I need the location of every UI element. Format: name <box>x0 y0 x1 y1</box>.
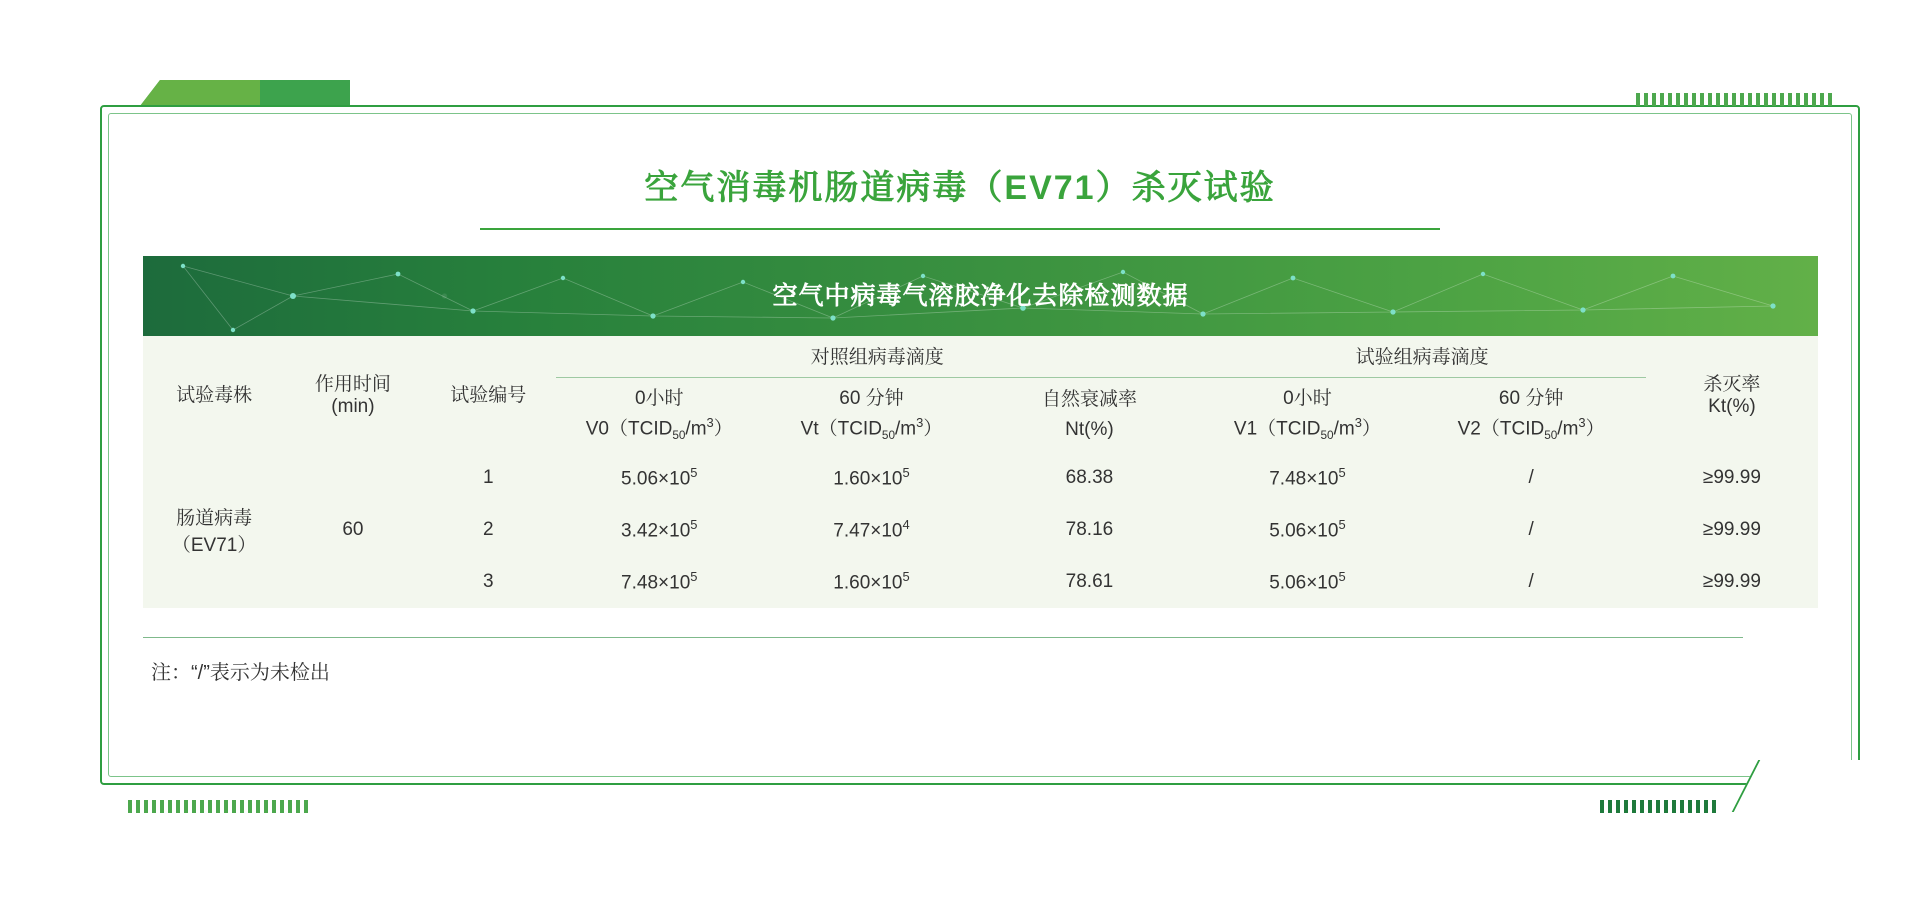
header-control-60min-line1: 60 分钟 <box>839 388 904 409</box>
header-test-no: 试验编号 <box>450 385 527 407</box>
cell-test-no: 1 <box>483 466 494 488</box>
cell-control-60min: $7.47\times 10^4$ <box>833 517 910 542</box>
cell-test-0h: $7.48\times 10^5$ <box>1269 465 1346 490</box>
header-test-60min-line1: 60 分钟 <box>1498 388 1564 409</box>
header-test-60min-line2: $V2(TCID_{50}/m^3)$ <box>1457 415 1605 443</box>
header-duration-line2: (min) <box>331 396 375 418</box>
page-title: 空气消毒机肠道病毒（EV71）杀灭试验 <box>644 169 1276 207</box>
cell-control-60min: $1.60\times 10^5$ <box>833 569 910 594</box>
header-control-60min-line2: $Vt(TCID_{50}/m^3)$ <box>800 415 943 443</box>
cell-kill-rate: ≥99.99 <box>1702 518 1761 540</box>
header-test-0h <box>1198 378 1416 452</box>
cell-control-0h: $7.48\times 10^5$ <box>621 569 698 594</box>
cell-test-no: 3 <box>483 570 494 592</box>
header-control-0h-line1: 0小时 <box>634 388 684 409</box>
cell-test-60min: / <box>1528 570 1534 592</box>
cell-natural-decay: 78.16 <box>1065 518 1114 540</box>
cell-strain-line2: （EV71） <box>171 534 257 556</box>
header-test-60min <box>1416 378 1645 452</box>
header-natural-decay-line2: Nt(%) <box>1065 418 1114 440</box>
header-group-test: 试验组病毒滴度 <box>1198 336 1645 378</box>
cell-control-60min: $1.60\times 10^5$ <box>833 465 910 490</box>
header-duration-line1: 作用时间 <box>314 374 391 396</box>
table-row <box>143 452 1818 504</box>
dashed-decoration-bottom-right <box>1600 800 1720 813</box>
table-note-text: 注：“/”表示为未检出 <box>151 662 330 684</box>
cell-kill-rate: ≥99.99 <box>1702 570 1761 592</box>
section-band <box>143 256 1818 336</box>
cell-test-0h: $5.06\times 10^5$ <box>1269 569 1346 594</box>
cell-natural-decay: 68.38 <box>1065 466 1114 488</box>
corner-tab-decoration-inner <box>140 80 260 106</box>
header-test-0h-line1: 0小时 <box>1283 388 1332 409</box>
cell-control-0h: $5.06\times 10^5$ <box>621 465 698 490</box>
header-test-0h-line2: $V1(TCID_{50}/m^3)$ <box>1233 415 1381 443</box>
data-table-container <box>143 256 1818 608</box>
cell-control-0h: $3.42\times 10^5$ <box>621 517 698 542</box>
cell-strain <box>143 452 285 608</box>
corner-cut-mask <box>1770 782 1865 812</box>
title-underline <box>480 228 1440 230</box>
table-header-row-groups <box>143 336 1818 378</box>
kill-rate-table <box>143 336 1818 608</box>
cell-kill-rate: ≥99.99 <box>1702 466 1761 488</box>
dashed-decoration-top <box>1636 93 1832 106</box>
cell-natural-decay: 78.61 <box>1065 570 1114 592</box>
header-control-0h <box>556 378 763 452</box>
header-group-control: 对照组病毒滴度 <box>556 336 1198 378</box>
cell-test-60min: / <box>1528 466 1534 488</box>
header-duration <box>285 336 420 452</box>
header-kill-rate <box>1646 336 1818 452</box>
cell-duration: 60 <box>342 518 364 540</box>
header-natural-decay <box>980 378 1198 452</box>
header-strain: 试验毒株 <box>176 385 253 407</box>
table-note <box>143 637 1743 685</box>
cell-test-no: 2 <box>483 518 494 540</box>
dashed-decoration-bottom-left <box>128 800 312 813</box>
header-control-60min <box>763 378 981 452</box>
header-kill-rate-line1: 杀灭率 <box>1703 374 1761 396</box>
header-control-0h-line2: $V0(TCID_{50}/m^3)$ <box>585 415 733 443</box>
cell-strain-line1: 肠道病毒 <box>176 507 253 529</box>
cell-test-0h: $5.06\times 10^5$ <box>1269 517 1346 542</box>
header-natural-decay-line1: 自然衰减率 <box>1041 389 1137 411</box>
cell-test-60min: / <box>1528 518 1534 540</box>
header-kill-rate-line2: Kt(%) <box>1708 396 1756 418</box>
band-title: 空气中病毒气溶胶净化去除检测数据 <box>772 282 1189 310</box>
